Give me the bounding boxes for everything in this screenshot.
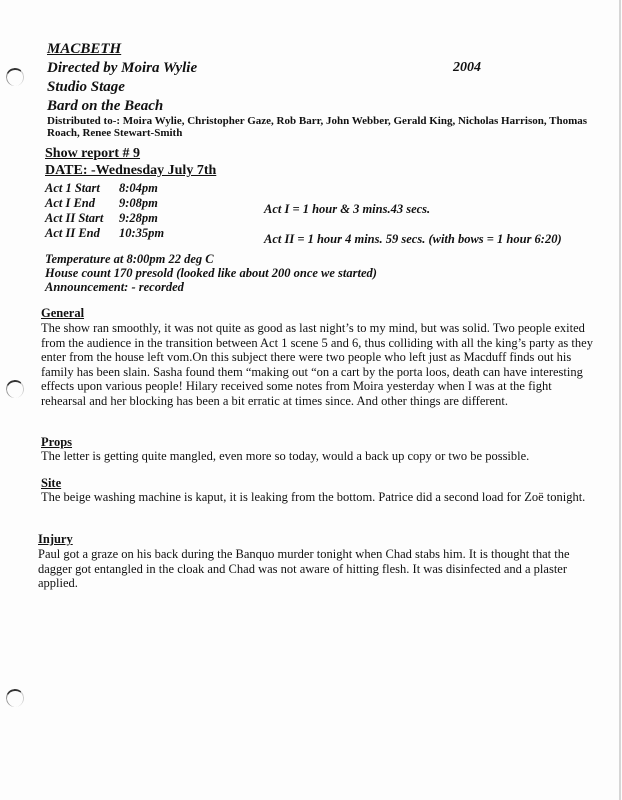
punch-hole-mark — [5, 67, 26, 88]
section-heading-general: General — [41, 306, 85, 320]
distribution-list: Distributed to-: Moira Wylie, Christopher Gaze, Rob Barr, John Webber, Gerald King, Nicholas Harrison, Thomas Roach, Renee Stewart-Smith — [47, 115, 588, 139]
report-number: Show report # 9 — [45, 146, 141, 161]
time-label: Act I End — [45, 196, 96, 210]
section-heading-site: Site — [41, 476, 62, 490]
time-label: Act 1 Start — [45, 181, 100, 195]
section-heading-props: Props — [41, 435, 73, 449]
section-heading-injury: Injury — [38, 532, 73, 546]
punch-hole-mark — [5, 379, 26, 400]
time-value: 9:08pm — [119, 196, 158, 210]
act-one-duration: Act I = 1 hour & 3 mins.43 secs. — [264, 202, 431, 216]
page-edge-line — [619, 0, 621, 800]
temperature-line: Temperature at 8:00pm 22 deg C — [45, 252, 214, 266]
house-count-line: House count 170 presold (looked like about 200 once we started) — [45, 266, 377, 280]
time-value: 8:04pm — [119, 181, 158, 195]
venue-line: Studio Stage — [47, 79, 125, 95]
punch-hole-mark — [5, 688, 26, 709]
report-date: DATE: -Wednesday July 7th — [45, 163, 217, 178]
time-row — [45, 211, 158, 226]
section-body-injury: Paul got a graze on his back during the Banquo murder tonight when Chad stabs him. It is thought that the dagger got entangled in the cloak and Chad was not aware of hitting flesh. It was disinfected and a plaster applied. — [38, 547, 570, 591]
company-line: Bard on the Beach — [47, 98, 164, 114]
play-title: MACBETH — [47, 41, 122, 57]
time-row — [45, 181, 158, 196]
section-body-general: The show ran smoothly, it was not quite as good as last night’s to my mind, but was solid. Two people exited from the audience in the transition between Act 1 scene 5 and 6, thus colliding with all the king’s party as they enter from the house left vom.On this subject there were two people who left just as Macduff finds out his family has been slain. Sasha found them “making out “on a cart by the porta loos, death can have interesting effects upon various people! Hilary received some notes from Moira yesterday when I was at the fight rehearsal and her blocking has been a bit erratic at times since. And other things are different. — [41, 321, 593, 408]
time-label: Act II Start — [45, 211, 104, 225]
section-body-props: The letter is getting quite mangled, even more so today, would a back up copy or two be possible. — [41, 449, 530, 463]
time-value: 10:35pm — [119, 226, 165, 240]
director-line: Directed by Moira Wylie — [47, 60, 198, 76]
time-label: Act II End — [45, 226, 100, 240]
time-row — [45, 226, 164, 241]
act-two-duration: Act II = 1 hour 4 mins. 59 secs. (with bows = 1 hour 6:20) — [264, 232, 562, 246]
year-label: 2004 — [453, 60, 481, 75]
section-body-site: The beige washing machine is kaput, it is leaking from the bottom. Patrice did a second load for Zoë tonight. — [41, 490, 586, 504]
time-value: 9:28pm — [119, 211, 158, 225]
time-row — [45, 196, 158, 211]
announcement-line: Announcement: - recorded — [45, 280, 184, 294]
